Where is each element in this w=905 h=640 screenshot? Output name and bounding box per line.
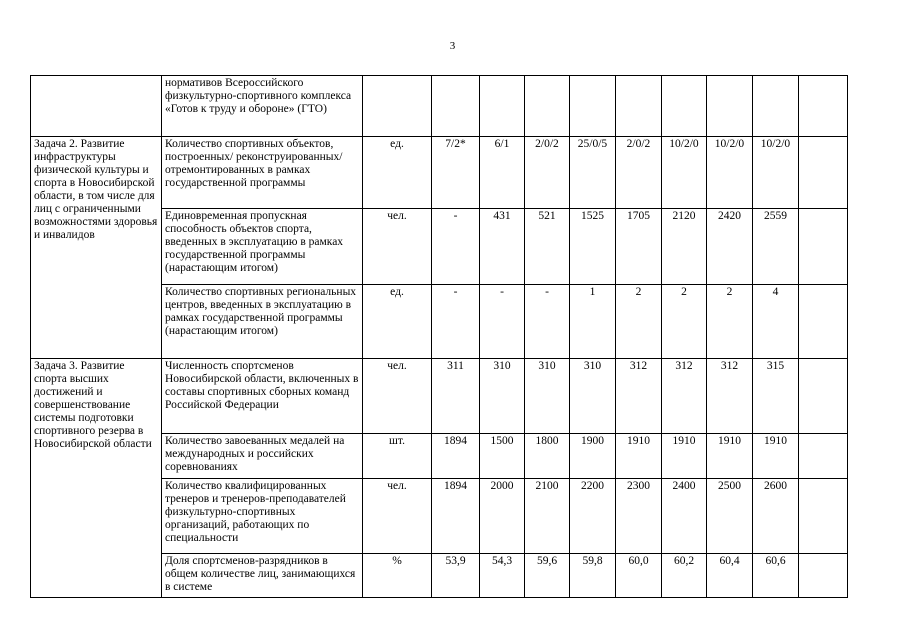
value-cell: 25/0/5	[570, 137, 616, 209]
value-cell: -	[480, 285, 525, 359]
value-cell: 1894	[432, 479, 480, 554]
value-cell: 2	[662, 285, 707, 359]
value-cell: 2120	[662, 209, 707, 285]
value-cell: 7/2*	[432, 137, 480, 209]
value-cell: 6/1	[480, 137, 525, 209]
task-cell: Задача 2. Развитие инфраструктуры физической культуры и спорта в Новосибирской области, в том числе для лиц с ограниченными возможностями здоровья и инвалидов	[31, 137, 162, 359]
value-cell: -	[432, 285, 480, 359]
value-cell: 2	[616, 285, 662, 359]
value-cell: 2600	[753, 479, 799, 554]
value-cell: 1900	[570, 434, 616, 479]
value-cell: 431	[480, 209, 525, 285]
value-cell: 2/0/2	[525, 137, 570, 209]
value-cell: 521	[525, 209, 570, 285]
indicator-cell: нормативов Всероссийского физкультурно-спортивного комплекса «Готов к труду и обороне» (ГТО)	[162, 76, 363, 137]
value-cell: 60,6	[753, 554, 799, 598]
value-cell: 10/2/0	[707, 137, 753, 209]
value-cell	[432, 76, 480, 137]
value-cell: 2400	[662, 479, 707, 554]
unit-cell: чел.	[363, 209, 432, 285]
unit-cell: ед.	[363, 137, 432, 209]
value-cell: 1894	[432, 434, 480, 479]
value-cell: 2/0/2	[616, 137, 662, 209]
value-cell: 1500	[480, 434, 525, 479]
value-cell: 60,4	[707, 554, 753, 598]
value-cell	[616, 76, 662, 137]
unit-cell: %	[363, 554, 432, 598]
value-cell	[525, 76, 570, 137]
value-cell: 1	[570, 285, 616, 359]
value-cell	[707, 76, 753, 137]
task-cell: Задача 3. Развитие спорта высших достижений и совершенствование системы подготовки спортивного резерва в Новосибирской области	[31, 359, 162, 598]
value-cell: 312	[707, 359, 753, 434]
task-cell-empty	[31, 76, 162, 137]
unit-cell: чел.	[363, 479, 432, 554]
extra-cell	[799, 359, 848, 434]
unit-cell: чел.	[363, 359, 432, 434]
value-cell: 312	[616, 359, 662, 434]
indicator-cell: Количество спортивных объектов, построенных/ реконструированных/ отремонтированных в рамках государственной программы	[162, 137, 363, 209]
value-cell: 310	[525, 359, 570, 434]
value-cell: 2559	[753, 209, 799, 285]
value-cell: 54,3	[480, 554, 525, 598]
unit-cell	[363, 76, 432, 137]
value-cell: 1910	[662, 434, 707, 479]
extra-cell	[799, 209, 848, 285]
extra-cell	[799, 137, 848, 209]
value-cell: 53,9	[432, 554, 480, 598]
value-cell: 2100	[525, 479, 570, 554]
value-cell: 1910	[616, 434, 662, 479]
indicator-cell: Доля спортсменов-разрядников в общем количестве лиц, занимающихся в системе	[162, 554, 363, 598]
value-cell: 310	[480, 359, 525, 434]
extra-cell	[799, 479, 848, 554]
value-cell: 315	[753, 359, 799, 434]
value-cell: 1910	[707, 434, 753, 479]
indicators-table	[30, 75, 848, 598]
value-cell: 2500	[707, 479, 753, 554]
value-cell: 4	[753, 285, 799, 359]
value-cell: 59,8	[570, 554, 616, 598]
value-cell	[753, 76, 799, 137]
unit-cell: шт.	[363, 434, 432, 479]
indicator-cell: Количество спортивных региональных центров, введенных в эксплуатацию в рамках государственной программы (нарастающим итогом)	[162, 285, 363, 359]
value-cell: 1525	[570, 209, 616, 285]
value-cell: 2000	[480, 479, 525, 554]
value-cell: 1910	[753, 434, 799, 479]
extra-cell	[799, 76, 848, 137]
table-row	[31, 137, 848, 209]
page-number: 3	[449, 40, 456, 52]
unit-cell: ед.	[363, 285, 432, 359]
indicator-cell: Количество завоеванных медалей на международных и российских соревнованиях	[162, 434, 363, 479]
value-cell: 2300	[616, 479, 662, 554]
table-row	[31, 359, 848, 434]
extra-cell	[799, 434, 848, 479]
table-row	[31, 76, 848, 137]
value-cell: -	[525, 285, 570, 359]
indicator-cell: Количество квалифицированных тренеров и тренеров-преподавателей физкультурно-спортивных организаций, работающих по специальности	[162, 479, 363, 554]
value-cell: 60,0	[616, 554, 662, 598]
indicator-cell: Единовременная пропускная способность объектов спорта, введенных в эксплуатацию в рамках государственной программы (нарастающим итогом)	[162, 209, 363, 285]
indicator-cell: Численность спортсменов Новосибирской области, включенных в составы спортивных сборных команд Российской Федерации	[162, 359, 363, 434]
value-cell	[570, 76, 616, 137]
value-cell: 1800	[525, 434, 570, 479]
value-cell: 2420	[707, 209, 753, 285]
value-cell: 310	[570, 359, 616, 434]
value-cell	[480, 76, 525, 137]
value-cell: 311	[432, 359, 480, 434]
extra-cell	[799, 554, 848, 598]
value-cell: 2200	[570, 479, 616, 554]
value-cell: 312	[662, 359, 707, 434]
value-cell: -	[432, 209, 480, 285]
value-cell: 10/2/0	[662, 137, 707, 209]
extra-cell	[799, 285, 848, 359]
value-cell: 60,2	[662, 554, 707, 598]
value-cell: 10/2/0	[753, 137, 799, 209]
value-cell: 59,6	[525, 554, 570, 598]
value-cell: 1705	[616, 209, 662, 285]
value-cell: 2	[707, 285, 753, 359]
value-cell	[662, 76, 707, 137]
